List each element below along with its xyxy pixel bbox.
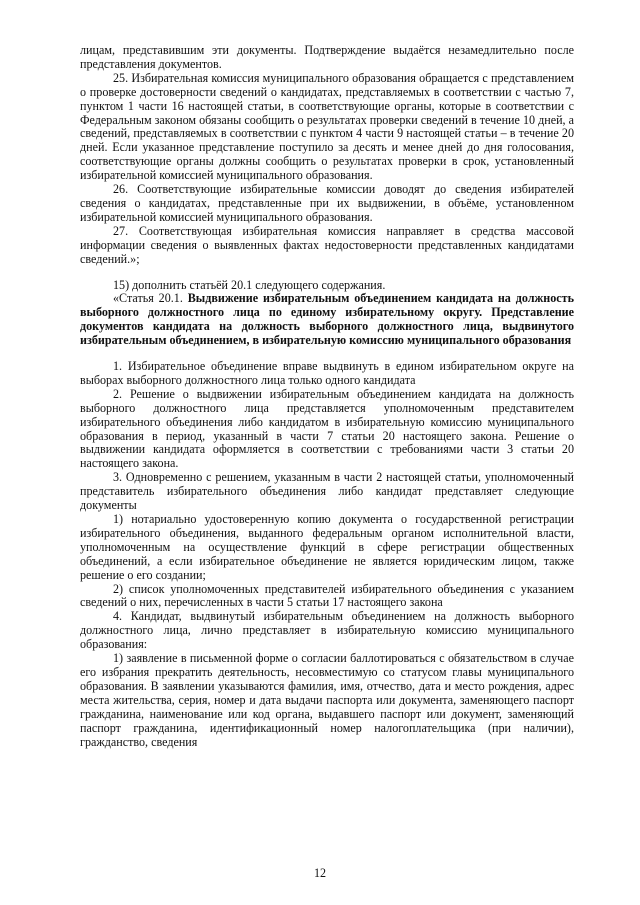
paragraph-part-1: 1. Избирательное объединение вправе выдвинуть в едином избирательном округе на выборах выборного должностного лица только одного кандидата <box>80 359 574 387</box>
article-heading <box>80 292 574 348</box>
paragraph-part-4-item-1: 1) заявление в письменной форме о согласии баллотироваться с обязательством в случае его избрания прекратить деятельность, несовместимую со статусом главы муниципального образования. В заявлении указываются фамилия, имя, отчество, дата и место рождения, адрес места жительства, серия, номер и дата выдачи паспорта или документа, заменяющего паспорт гражданина, наименование или код органа, выдавшего паспорт или документ, заменяющий паспорт гражданина, идентификационный номер налогоплательщика (при наличии), гражданство, сведения <box>80 651 574 749</box>
page-number: 12 <box>313 866 327 880</box>
paragraph-continuation: лицам, представившим эти документы. Подтверждение выдаётся незамедлительно после представления документов. <box>80 43 574 71</box>
paragraph-part-3: 3. Одновременно с решением, указанным в части 2 настоящей статьи, уполномоченный представитель избирательного объединения либо кандидат представляет следующие документы <box>80 470 574 513</box>
paragraph-part-2: 2. Решение о выдвижении избирательным объединением кандидата на должность выборного должностного лица представляется уполномоченным представителем избирательного объединения либо кандидатом в избирательную комиссию муниципального образования в период, указанный в части 7 статьи 20 настоящего закона. Решение о выдвижении кандидата оформляется в соответствии с требованиями части 3 статьи 20 настоящего закона. <box>80 386 574 471</box>
paragraph-item-26: 26. Соответствующие избирательные комиссии доводят до сведения избирателей сведения о кандидатах, представленные при их выдвижении, в объёме, установленном избирательной комиссией муниципального образования. <box>80 182 574 224</box>
paragraph-amendment-15: 15) дополнить статьёй 20.1 следующего содержания. <box>113 277 386 292</box>
paragraph-part-3-item-2: 2) список уполномоченных представителей избирательного объединения с указанием сведений о них, перечисленных в части 5 статьи 17 настоящего закона <box>80 581 574 610</box>
paragraph-part-4: 4. Кандидат, выдвинутый избирательным объединением на должность выборного должностного лица, лично представляет в избирательную комиссию муниципального образования: <box>80 609 574 652</box>
paragraph-part-3-item-1: 1) нотариально удостоверенную копию документа о государственной регистрации избирательного объединения, выданного федеральным органом исполнительной власти, уполномоченным на осуществление функций в сфере регистрации общественных объединений, а если избирательное объединение не является юридическим лицом, также решение о его создании; <box>80 512 574 582</box>
article-heading-prefix: «Статья 20.1. <box>113 291 188 306</box>
article-heading-title: Выдвижение избирательным объединением кандидата на должность выборного должностного лица по единому избирательному округу. Представление документов кандидата на должность выборного должностного лица, выдвинутого избирательным объединением, в избирательную комиссию муниципального образования <box>80 291 574 348</box>
paragraph-item-27: 27. Соответствующая избирательная комиссия направляет в средства массовой информации сведения о выявленных фактах недостоверности представленных кандидатами сведений.»; <box>80 223 574 266</box>
paragraph-item-25: 25. Избирательная комиссия муниципального образования обращается с представлением о проверке достоверности сведений о кандидатах, представляемых в соответствии с частью 7, пунктом 1 части 16 настоящей статьи, в соответствующие органы, которые в соответствии с Федеральным законом обязаны сообщить о результатах проверки сведений в течение 10 дней, а сведений, представляемых в соответствии с пунктом 4 части 9 настоящей статьи – в течение 20 дней. Если указанное представление поступило за десять и менее дней до дня голосования, соответствующие органы должны сообщить о результатах проверки в срок, установленный избирательной комиссией муниципального образования. <box>80 70 574 183</box>
